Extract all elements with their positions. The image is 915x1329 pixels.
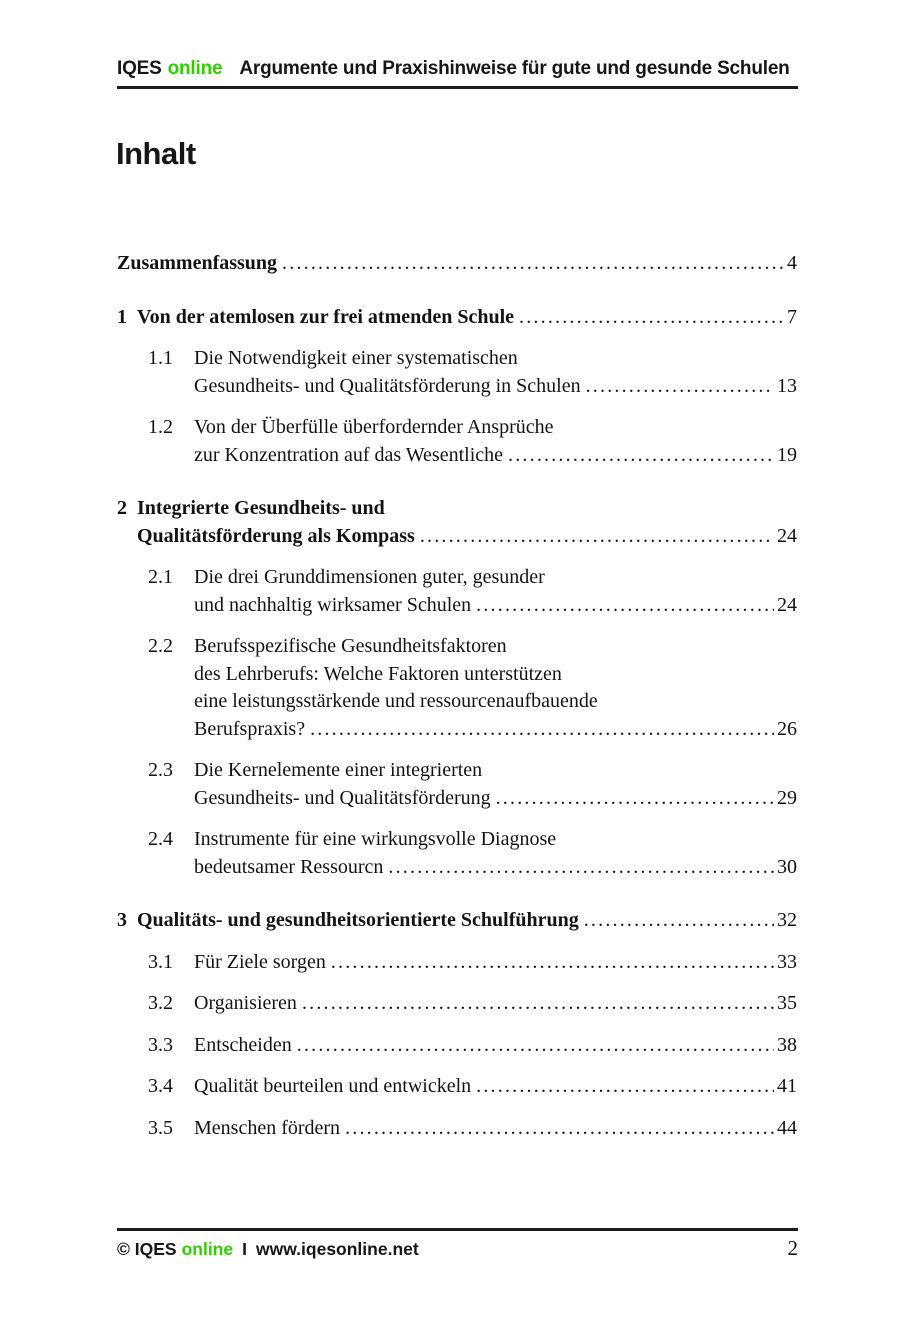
dot-leader — [297, 1032, 774, 1060]
toc-entry-title: Die drei Grunddimensionen guter, gesunder — [194, 566, 545, 588]
toc-entry-number: 1.1 — [148, 347, 173, 369]
toc-entry-page: 29 — [777, 786, 797, 809]
toc-entry-page: 26 — [777, 717, 797, 740]
dot-leader — [476, 1073, 774, 1101]
page-footer — [117, 1228, 798, 1261]
toc-entry-page: 13 — [777, 374, 797, 397]
brand-name-online: online — [167, 58, 223, 79]
footer-brand-online: online — [181, 1239, 234, 1259]
toc-entry-title: eine leistungsstärkende und ressourcenaufbauende — [194, 690, 598, 712]
toc-entry[interactable] — [117, 949, 797, 977]
toc-entry-page: 24 — [777, 593, 797, 616]
dot-leader — [420, 523, 774, 551]
toc-entry-title: Gesundheits- und Qualitätsförderung in Schulen — [194, 374, 581, 397]
toc-entry-title: Organisieren — [194, 992, 297, 1014]
toc-entry[interactable] — [117, 304, 797, 332]
footer-copyright: © IQES — [117, 1239, 177, 1259]
dot-leader — [302, 990, 774, 1018]
toc-entry-number: 2.3 — [148, 759, 173, 781]
toc-entry-title: Die Kernelemente einer integrierten — [194, 759, 483, 781]
toc-entry-title: zur Konzentration auf das Wesentliche — [194, 443, 504, 466]
dot-leader — [388, 854, 774, 882]
dot-leader — [331, 949, 774, 977]
toc-entry-number: 3.4 — [148, 1075, 173, 1097]
document-title: Argumente und Praxishinweise für gute und gesunde Schulen — [239, 58, 790, 79]
toc-entry-page: 35 — [777, 992, 797, 1014]
dot-leader — [282, 250, 784, 278]
toc-entry-number: 3.1 — [148, 950, 173, 973]
toc-entry-page: 44 — [777, 1116, 797, 1139]
toc-entry[interactable] — [117, 414, 797, 469]
toc-entry-title: Gesundheits- und Qualitätsförderung — [194, 786, 491, 809]
page-number: 2 — [787, 1236, 798, 1260]
dot-leader — [496, 785, 774, 813]
toc-entry-page: 7 — [787, 305, 797, 328]
toc-entry-title: Qualitäts- und gesundheitsorientierte Schulführung — [137, 909, 579, 931]
toc-entry-number: 2.2 — [148, 635, 173, 657]
footer-url[interactable]: www.iqesonline.net — [255, 1239, 419, 1259]
toc-entry-title: Berufspraxis? — [194, 717, 306, 740]
toc-entry[interactable] — [117, 495, 797, 550]
toc-entry[interactable] — [117, 1073, 797, 1101]
toc-entry[interactable] — [117, 990, 797, 1018]
dot-leader — [345, 1115, 774, 1143]
dot-leader — [519, 304, 784, 332]
toc-entry[interactable] — [117, 250, 797, 278]
toc-entry-number: 2 — [117, 497, 127, 519]
toc-entry-title: Qualität beurteilen und entwickeln — [194, 1075, 472, 1097]
toc-entry[interactable] — [117, 907, 797, 935]
toc-entry-number: 2.4 — [148, 828, 173, 850]
footer-separator: I — [242, 1239, 247, 1259]
toc-entry-number: 3.5 — [148, 1116, 173, 1139]
toc-entry-title: Von der atemlosen zur frei atmenden Schule — [137, 305, 515, 328]
toc-entry-title: bedeutsamer Ressourcn — [194, 855, 384, 878]
toc-entry-page: 4 — [787, 252, 797, 274]
toc-entry[interactable] — [117, 564, 797, 619]
toc-entry-title: Zusammenfassung — [117, 252, 278, 274]
toc-entry-number: 3.3 — [148, 1033, 173, 1056]
toc-entry-number: 2.1 — [148, 566, 173, 588]
toc-entry-title: Integrierte Gesundheits- und — [137, 497, 385, 519]
toc-entry[interactable] — [117, 1115, 797, 1143]
toc-entry-number: 1 — [117, 305, 127, 328]
toc-entry-number: 1.2 — [148, 416, 173, 438]
toc-entry-page: 38 — [777, 1033, 797, 1056]
toc-entry[interactable] — [117, 826, 797, 881]
toc-entry-title: Von der Überfülle überfordernder Ansprüche — [194, 416, 554, 438]
dot-leader — [584, 907, 774, 935]
toc-entry-title: Die Notwendigkeit einer systematischen — [194, 347, 518, 369]
dot-leader — [310, 716, 774, 744]
toc-entry[interactable] — [117, 633, 797, 743]
toc-entry-title: Menschen fördern — [194, 1116, 341, 1139]
footer-brand — [117, 1239, 419, 1260]
toc-entry-page: 41 — [777, 1075, 797, 1097]
toc-entry-page: 32 — [777, 909, 797, 931]
toc-entry-title: und nachhaltig wirksamer Schulen — [194, 593, 472, 616]
toc-entry-page: 33 — [777, 950, 797, 973]
toc-entry-title: Instrumente für eine wirkungsvolle Diagnose — [194, 828, 557, 850]
dot-leader — [476, 592, 774, 620]
dot-leader — [508, 442, 774, 470]
toc-entry-number: 3 — [117, 909, 127, 931]
toc-entry-number: 3.2 — [148, 992, 173, 1014]
table-of-contents — [117, 250, 797, 1142]
dot-leader — [586, 373, 774, 401]
toc-entry[interactable] — [117, 757, 797, 812]
toc-entry[interactable] — [117, 345, 797, 400]
toc-entry-title: des Lehrberufs: Welche Faktoren unterstützen — [194, 662, 562, 685]
page-header — [117, 58, 798, 89]
toc-entry-page: 24 — [777, 524, 797, 547]
toc-entry[interactable] — [117, 1032, 797, 1060]
toc-entry-page: 19 — [777, 443, 797, 466]
page-title: Inhalt — [116, 136, 196, 171]
toc-entry-title: Berufsspezifische Gesundheitsfaktoren — [194, 635, 507, 657]
toc-entry-title: Entscheiden — [194, 1033, 292, 1056]
toc-entry-title: Qualitätsförderung als Kompass — [137, 524, 415, 547]
toc-entry-title: Für Ziele sorgen — [194, 950, 326, 973]
toc-entry-page: 30 — [777, 855, 797, 878]
brand-name: IQES — [117, 58, 162, 79]
